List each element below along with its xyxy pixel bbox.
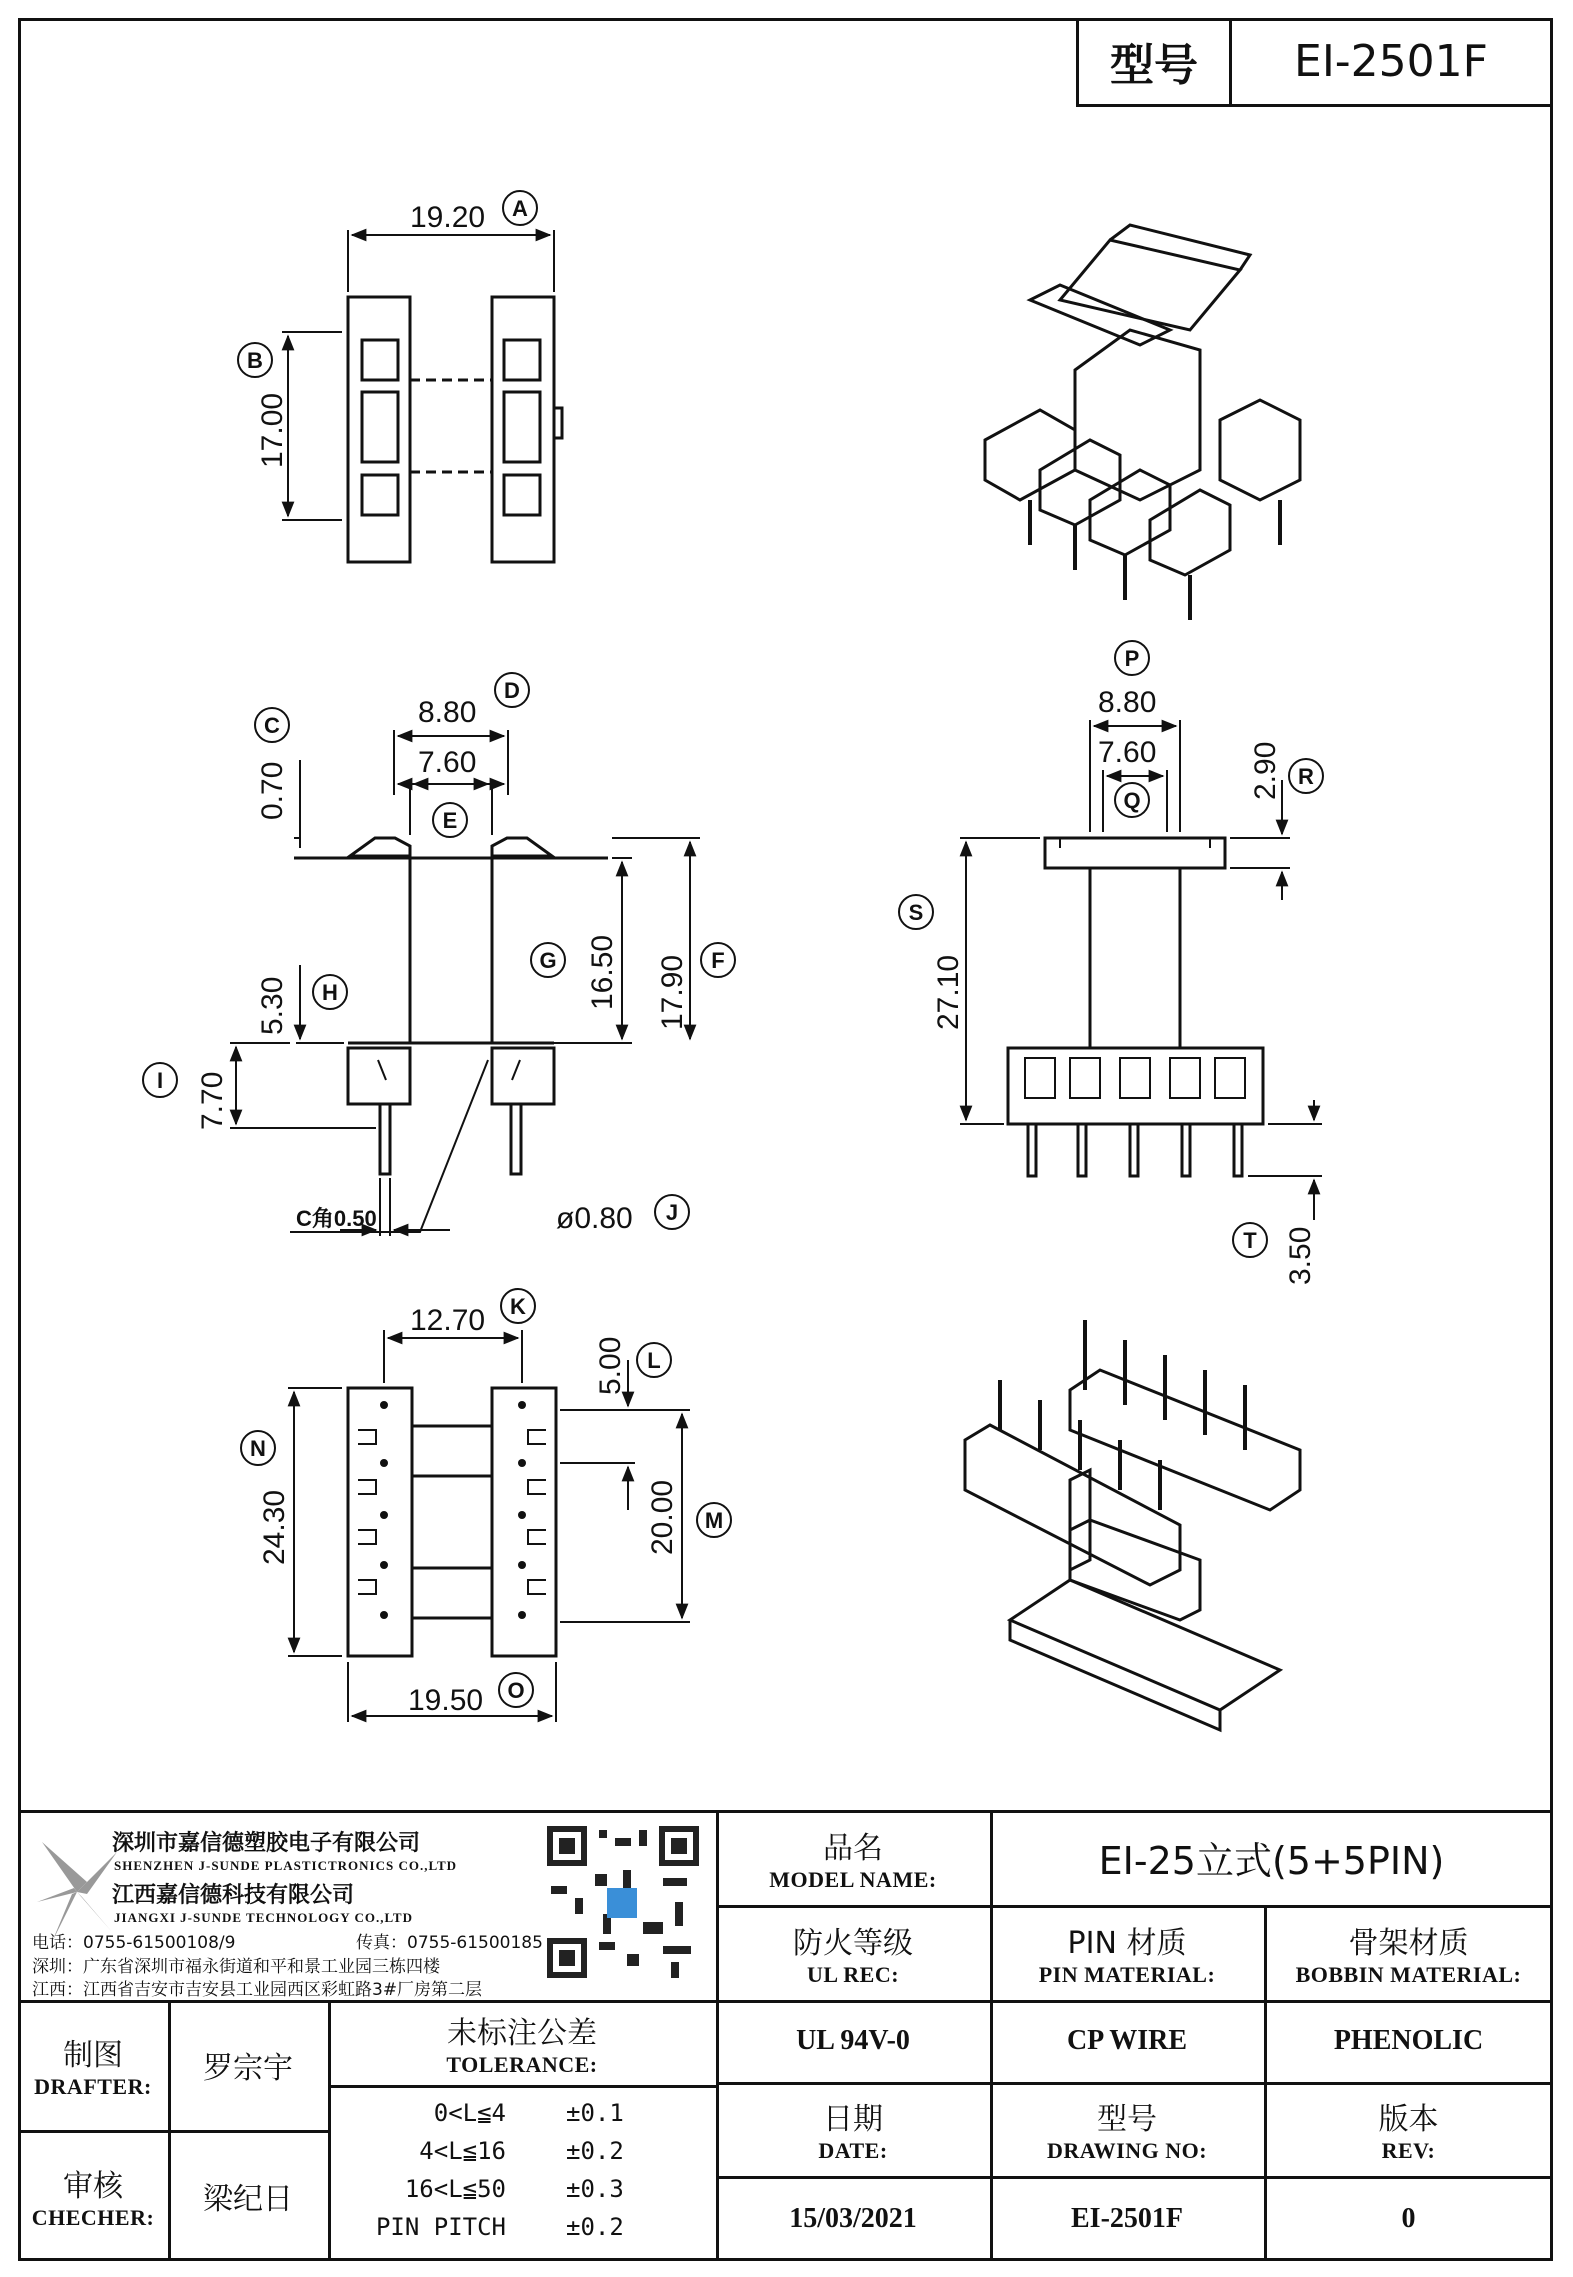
marker-label-f: F: [711, 948, 725, 973]
rev-value: [1264, 2176, 1553, 2261]
company-fax: 传真：0755-61500185: [356, 1933, 543, 1953]
model-name-value-text: EI-25立式(5+5PIN): [1098, 1839, 1445, 1883]
ul-rec-en: UL REC:: [806, 1961, 900, 1987]
marker-label-j: J: [665, 1200, 679, 1225]
checker-cn: 审核: [63, 2168, 123, 2204]
company-block: [18, 1810, 716, 2000]
dim-q-value: 7.60: [1098, 736, 1157, 769]
tolerance-range: 4<L≦16: [419, 2137, 506, 2165]
side-view-top-flange: [1045, 838, 1225, 868]
dim-h-value: 5.30: [256, 976, 289, 1035]
marker-label-q: Q: [1123, 788, 1141, 813]
tolerance-cn: 未标注公差: [447, 2015, 597, 2051]
tolerance-table: [328, 2085, 716, 2261]
drawing-no-cn: 型号: [1097, 2102, 1157, 2137]
dimension-markers: [143, 191, 1323, 1707]
checker-value: [168, 2130, 328, 2261]
drafter-value: [168, 2000, 328, 2130]
bottom-view: [288, 1330, 690, 1722]
drafter-value-text: 罗宗宇: [203, 2051, 293, 2086]
title-block: [18, 1810, 1553, 2261]
ul-rec-value-text: UL 94V-0: [796, 2025, 910, 2056]
dim-f-value: 17.90: [656, 954, 689, 1030]
dim-d-value: 8.80: [418, 696, 477, 729]
company-phone: 电话：0755-61500108/9: [32, 1933, 236, 1953]
bobbin-material-label: [1264, 1905, 1553, 2000]
date-value: [716, 2176, 990, 2261]
tolerance-range: PIN PITCH: [375, 2213, 506, 2241]
date-value-text: 15/03/2021: [789, 2202, 917, 2234]
drawing-no-label: [990, 2082, 1264, 2176]
dim-s-value: 27.10: [932, 954, 965, 1030]
tolerance-value: ±0.2: [566, 2137, 624, 2165]
side-view-core: [1090, 868, 1180, 1048]
marker-label-e: E: [442, 808, 458, 833]
marker-label-c: C: [264, 713, 280, 738]
marker-label-s: S: [908, 900, 924, 925]
tolerance-value: ±0.3: [566, 2175, 624, 2203]
dim-r-value: 2.90: [1249, 741, 1282, 800]
isometric-bottom-view: [965, 1320, 1300, 1730]
tolerance-range: 0<L≦4: [433, 2099, 506, 2127]
top-view-left-flange: [348, 297, 410, 562]
pin-material-label: [990, 1905, 1264, 2000]
dim-e-value: 7.60: [418, 746, 477, 779]
dim-j-value: ø0.80: [556, 1202, 633, 1235]
model-header-value: EI-2501F: [1294, 35, 1488, 87]
marker-label-i: I: [156, 1068, 164, 1093]
tolerance-value: ±0.1: [566, 2099, 624, 2127]
model-header-label: 型号: [1079, 18, 1232, 104]
checker-value-text: 梁纪日: [203, 2181, 293, 2217]
dim-p-value: 8.80: [1098, 686, 1157, 719]
top-view: [282, 230, 562, 562]
pin-material-value-text: CP WIRE: [1066, 2025, 1188, 2056]
drafter-cn: 制图: [63, 2038, 123, 2073]
bobbin-material-value: [1264, 2000, 1553, 2082]
company-name-jiangxi-en: JIANGXI J-SUNDE TECHNOLOGY CO.,LTD: [114, 1910, 413, 1925]
marker-label-h: H: [322, 980, 338, 1005]
isometric-top-view: [985, 225, 1300, 620]
model-name-en: MODEL NAME:: [769, 1866, 937, 1892]
checker-en: CHECHER:: [31, 2204, 155, 2230]
top-view-right-flange: [492, 297, 554, 562]
company-address-jiangxi: 江西：江西省吉安市吉安县工业园西区彩虹路3#厂房第二层: [32, 1980, 483, 2000]
marker-label-l: L: [647, 1348, 661, 1373]
pin-material-cn: PIN 材质: [1067, 1925, 1187, 1961]
marker-label-p: P: [1124, 646, 1140, 671]
marker-label-a: A: [512, 196, 528, 221]
checker-label: [18, 2130, 168, 2261]
drawing-no-en: DRAWING NO:: [1046, 2138, 1208, 2163]
dim-a-value: 19.20: [410, 201, 486, 234]
dim-g-value: 16.50: [586, 934, 619, 1010]
drawing-no-value: [990, 2176, 1264, 2261]
dim-n-value: 24.30: [258, 1489, 291, 1565]
rev-label: [1264, 2082, 1553, 2176]
company-name-jiangxi: 江西嘉信德科技有限公司: [112, 1883, 355, 1908]
marker-label-t: T: [1243, 1228, 1257, 1253]
rev-en: REV:: [1381, 2138, 1436, 2163]
ul-rec-cn: 防火等级: [793, 1925, 913, 1961]
company-name-shenzhen-en: SHENZHEN J-SUNDE PLASTICTRONICS CO.,LTD: [114, 1858, 458, 1873]
pin-material-value: [990, 2000, 1264, 2082]
marker-label-n: N: [250, 1436, 266, 1461]
drawing-no-value-text: EI-2501F: [1071, 2202, 1183, 2234]
dim-l-value: 5.00: [594, 1336, 627, 1395]
pin-material-en: PIN MATERIAL:: [1038, 1961, 1216, 1987]
bobbin-material-en: BOBBIN MATERIAL:: [1295, 1961, 1522, 1987]
side-view-base: [1008, 1048, 1263, 1124]
marker-label-m: M: [704, 1508, 724, 1533]
date-en: DATE:: [818, 2138, 888, 2163]
dim-o-value: 19.50: [408, 1684, 484, 1717]
company-address-shenzhen: 深圳：广东省深圳市福永街道和平和景工业园三栋四楼: [32, 1957, 440, 1977]
ul-rec-label: [716, 1905, 990, 2000]
model-name-label: [716, 1810, 990, 1905]
dim-b-value: 17.00: [256, 392, 289, 468]
rev-cn: 版本: [1378, 2102, 1439, 2137]
dim-i-value: 7.70: [196, 1071, 229, 1130]
ul-rec-value: [716, 2000, 990, 2082]
marker-label-k: K: [510, 1294, 526, 1319]
rev-value-text: 0: [1401, 2202, 1416, 2234]
date-cn: 日期: [823, 2102, 883, 2137]
company-name-shenzhen: 深圳市嘉信德塑胶电子有限公司: [112, 1831, 421, 1856]
dim-t-value: 3.50: [1284, 1226, 1317, 1285]
bobbin-material-value-text: PHENOLIC: [1333, 2025, 1484, 2056]
bottom-view-left-pin-row: [348, 1388, 412, 1656]
marker-label-d: D: [504, 678, 520, 703]
dim-k-value: 12.70: [410, 1304, 486, 1337]
qr-code: [543, 1822, 703, 1982]
chamfer-note: C角0.50: [296, 1206, 377, 1231]
dim-m-value: 20.00: [646, 1479, 679, 1555]
dim-c-value: 0.70: [256, 761, 289, 820]
marker-label-o: O: [507, 1678, 525, 1703]
date-label: [716, 2082, 990, 2176]
tolerance-range: 16<L≦50: [404, 2175, 506, 2203]
front-view: [230, 730, 700, 1236]
marker-label-g: G: [539, 948, 557, 973]
drafter-en: DRAFTER:: [34, 2074, 152, 2099]
marker-label-r: R: [1298, 764, 1314, 789]
tolerance-en: TOLERANCE:: [446, 2051, 598, 2077]
model-name-cn: 品名: [823, 1830, 883, 1866]
model-name-value: [990, 1810, 1553, 1905]
front-view-core: [410, 858, 492, 1043]
tolerance-label: [328, 2000, 716, 2085]
bobbin-material-cn: 骨架材质: [1348, 1925, 1469, 1961]
tolerance-value: ±0.2: [566, 2213, 624, 2241]
marker-label-b: B: [247, 348, 263, 373]
drafter-label: [18, 2000, 168, 2130]
